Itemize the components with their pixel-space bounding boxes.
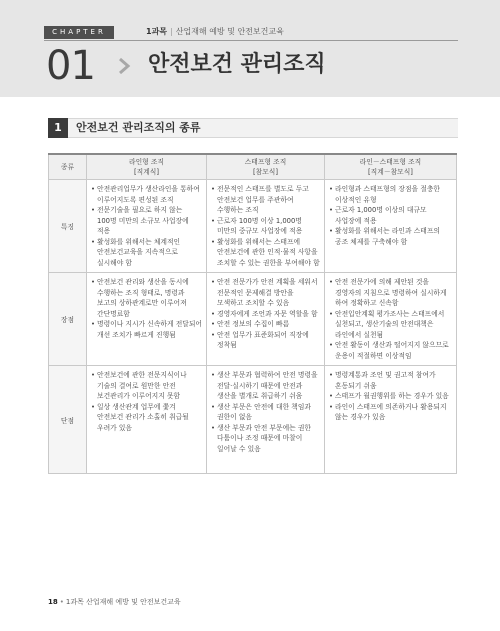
table-cell <box>207 273 325 366</box>
bullet-item: • 명령계통과 조언 및 권고적 참여가 혼동되기 쉬움 <box>329 370 452 391</box>
chapter-number: 01 <box>46 43 95 89</box>
header-divider <box>44 40 458 41</box>
section-title: 안전보건 관리조직의 종류 <box>76 121 201 134</box>
bullet-item: • 일상 생산관계 업무에 쫓겨 안전보건 관리가 소홀히 취급될 우려가 있음 <box>91 402 202 434</box>
chevron-right-icon <box>116 57 132 75</box>
bullet-item: • 라인이 스태프에 의존하거나 활용되지 않는 경우가 있음 <box>329 402 452 423</box>
bullet-item: • 안전 전문가가 안전 계획을 세워서 전문적인 문제해결 방안을 모색하고 조치할 수 있음 <box>211 277 320 309</box>
table-cell <box>207 366 325 474</box>
bullet-item: • 안전 전문가에 의해 제안된 것을 경영자의 지침으로 명령하여 실시하게 하여 정확하고 신속함 <box>329 277 452 309</box>
chapter-header <box>0 0 500 97</box>
bullet-item: • 안전 활동이 생산과 떨어지지 않으므로 운용이 적절하면 이상적임 <box>329 340 452 361</box>
bullet-item: • 스태프가 월권행위를 하는 경우가 있음 <box>329 391 452 402</box>
table-cell <box>87 366 207 474</box>
bullet-item: • 근로자 1,000명 이상의 대규모 사업장에 적용 <box>329 205 452 226</box>
header-line-staff-org: 라인－스태프형 조직 [직계－참모식] <box>325 154 457 180</box>
table-cell <box>87 180 207 273</box>
section-heading <box>48 118 458 138</box>
table-cell <box>87 273 207 366</box>
table-cell <box>325 273 457 366</box>
page-footer: 18 • 1과목 산업재해 예방 및 안전보건교육 <box>48 598 181 606</box>
bullet-item: • 생산 부문과 안전 부문에는 권한 다툼이나 조정 때문에 마찰이 일어날 수 있음 <box>211 423 320 455</box>
table-row <box>49 366 457 474</box>
course-number: 1과목 <box>146 27 168 36</box>
table-header-row <box>49 154 457 180</box>
table-row <box>49 273 457 366</box>
footer-course-title: 산업재해 예방 및 안전보건교육 <box>86 598 181 606</box>
bullet-item: • 안전 업무가 표준화되어 직장에 정착됨 <box>211 330 320 351</box>
course-title: 산업재해 예방 및 안전보건교육 <box>175 27 284 36</box>
bullet-item: • 안전입안계획 평가조사는 스태프에서 실천되고, 생산기술의 안전대책은 라인에서 실천됨 <box>329 309 452 341</box>
bullet-item: • 라인형과 스태프형의 장점을 절충한 이상적인 유형 <box>329 184 452 205</box>
header-line-org: 라인형 조직 [직계식] <box>87 154 207 180</box>
table-cell <box>207 180 325 273</box>
bullet-item: • 생산 부문은 안전에 대한 책임과 권한이 없음 <box>211 402 320 423</box>
bullet-item: • 안전보건에 관한 전문지식이나 기술의 결여로 원만한 안전 보건관리가 이루어지지 못함 <box>91 370 202 402</box>
section-number: 1 <box>48 118 68 138</box>
table-cell <box>325 180 457 273</box>
header-staff-org: 스태프형 조직 [참모식] <box>207 154 325 180</box>
bullet-item: • 명령이나 지시가 신속하게 전달되어 개선 조치가 빠르게 진행됨 <box>91 319 202 340</box>
bullet-item: • 활성화를 위해서는 스태프에 안전보건에 관한 인적·물적 사항을 조치할 수 있는 권한을 부여해야 함 <box>211 237 320 269</box>
page-number: 18 <box>48 598 58 606</box>
bullet-item: • 활성화를 위해서는 체계적인 안전보건교육을 지속적으로 실시해야 함 <box>91 237 202 269</box>
chapter-title: 안전보건 관리조직 <box>148 52 326 77</box>
bullet-item: • 생산 부문과 협력하여 안전 명령을 전달·실시하기 때문에 안전과 생산을 별개로 취급하기 쉬움 <box>211 370 320 402</box>
bullet-item: • 경영자에게 조언과 자문 역할을 함 <box>211 309 320 320</box>
row-label: 특징 <box>49 180 87 273</box>
bullet-item: • 전문적인 스태프를 별도로 두고 안전보건 업무를 주관하여 수행하는 조직 <box>211 184 320 216</box>
header-corner: 종류 <box>49 154 87 180</box>
bullet-item: • 안전관리업무가 생산라인을 통하여 이루어지도록 편성된 조직 <box>91 184 202 205</box>
organization-types-table <box>48 153 457 474</box>
bullet-item: • 안전보건 관리와 생산을 동시에 수행하는 조직 형태로, 명령과 보고의 상하관계로만 이루어져 간단명료함 <box>91 277 202 319</box>
chapter-tag: CHAPTER <box>44 26 114 39</box>
row-label: 단점 <box>49 366 87 474</box>
bullet-item: • 근로자 100명 이상 1,000명 미만의 중규모 사업장에 적용 <box>211 216 320 237</box>
row-label: 장점 <box>49 273 87 366</box>
course-label: 1과목 | 산업재해 예방 및 안전보건교육 <box>146 27 284 36</box>
bullet-item: • 활성화를 위해서는 라인과 스태프의 공조 체제를 구축해야 함 <box>329 226 452 247</box>
table-row <box>49 180 457 273</box>
footer-course: 1과목 <box>65 598 84 606</box>
bullet-item: • 안전 정보의 수집이 빠름 <box>211 319 320 330</box>
table-cell <box>325 366 457 474</box>
bullet-item: • 전문기술을 필요로 하지 않는 100명 미만의 소규모 사업장에 적용 <box>91 205 202 237</box>
